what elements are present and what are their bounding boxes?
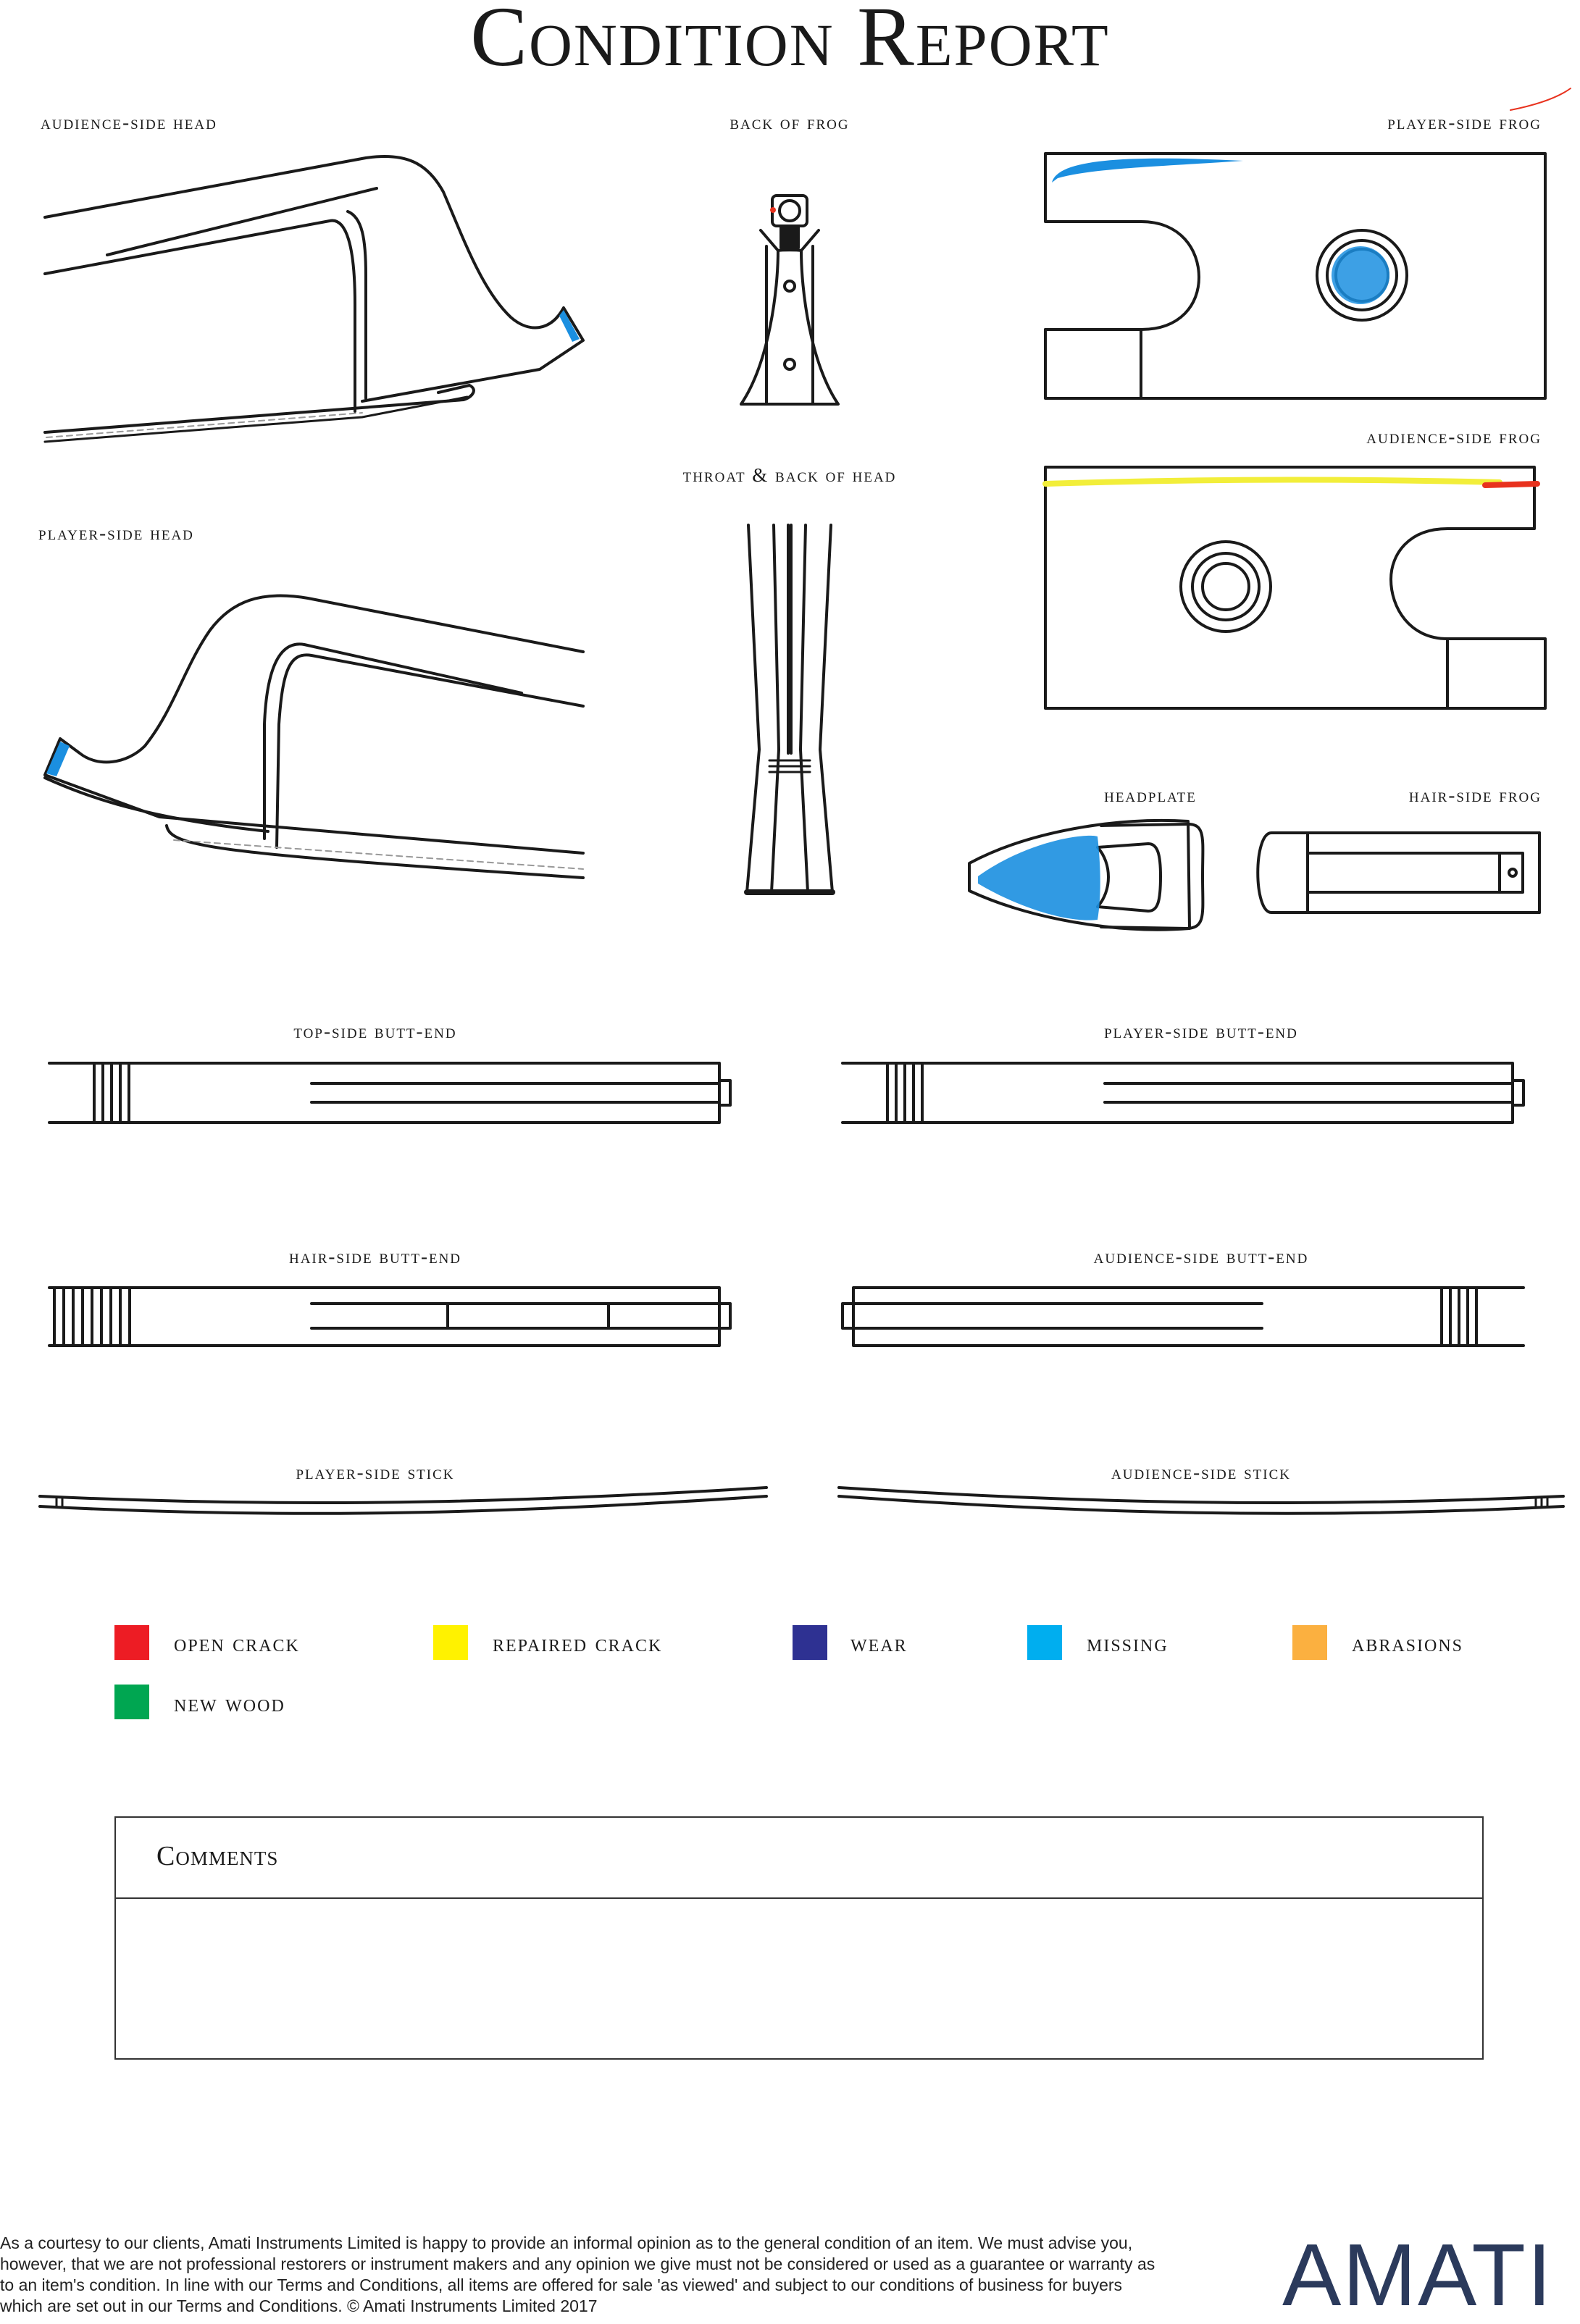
player-frog-marking: [1052, 159, 1243, 183]
label-player-side-stick: player-side stick: [296, 1461, 455, 1483]
label-top-side-butt-end: top-side butt-end: [293, 1020, 457, 1042]
label-hair-side-frog: hair-side frog: [1408, 784, 1542, 806]
label-audience-side-butt-end: audience-side butt-end: [1093, 1246, 1309, 1267]
label-audience-side-head: audience-side head: [41, 112, 217, 133]
legend-label-missing: missing: [1087, 1630, 1169, 1657]
page-title: Condition Report: [470, 0, 1110, 84]
label-headplate: headplate: [1104, 784, 1197, 806]
hair-side-butt-end-drawing: [49, 1288, 730, 1346]
legend-swatch-wear: [793, 1625, 827, 1660]
audience-side-frog-drawing: [1045, 467, 1545, 708]
audience-frog-repaired-crack: [1045, 480, 1500, 484]
legend-swatch-missing: [1027, 1625, 1062, 1660]
audience-side-stick-drawing: [839, 1488, 1563, 1514]
top-side-butt-end-drawing: [49, 1063, 730, 1123]
hair-side-frog-drawing: [1258, 833, 1539, 913]
audience-side-head-drawing: [45, 156, 583, 442]
disclaimer-text: As a courtesy to our clients, Amati Instruments Limited is happy to provide an informal opinion as to the general condition of an item. We must advise you, however, that we are not professional restorers or instrument makers and any opinion we give must not be considered or used as a guarantee or warranty as to an item's condition. In line with our Terms and Conditions, all items are offered for sale 'as viewed' and subject to our conditions of business for buyers which are set out in our Terms and Conditions. © Amati Instruments Limited 2017: [0, 2233, 1155, 2315]
legend-swatch-repaired-crack: [433, 1625, 468, 1660]
label-player-side-head: player-side head: [38, 522, 194, 544]
legend-label-repaired-crack: repaired crack: [493, 1630, 663, 1657]
audience-frog-open-crack: [1485, 484, 1537, 485]
audience-side-butt-end-drawing: [843, 1288, 1523, 1346]
legend-label-new-wood: new wood: [174, 1690, 285, 1717]
legend-label-open-crack: open crack: [174, 1630, 300, 1657]
player-side-butt-end-drawing: [843, 1063, 1523, 1123]
comments-title: Comments: [156, 1841, 279, 1871]
label-player-side-butt-end: player-side butt-end: [1104, 1020, 1298, 1042]
comments-divider: [116, 1897, 1482, 1899]
back-of-frog-drawing: [741, 196, 838, 404]
player-head-tip-marking: [46, 742, 70, 776]
label-throat-back-of-head: throat & back of head: [682, 464, 897, 486]
headplate-drawing: [969, 821, 1203, 930]
player-side-frog-drawing: [1045, 88, 1571, 398]
headplate-marking: [978, 836, 1100, 920]
player-eye-marking: [1332, 246, 1389, 304]
comments-box: [114, 1816, 1484, 2060]
comments-field[interactable]: [130, 1910, 1468, 2045]
player-side-head-drawing: [45, 596, 583, 878]
legend-label-wear: wear: [850, 1630, 908, 1657]
label-back-of-frog: back of frog: [730, 112, 850, 133]
label-player-side-frog: player-side frog: [1387, 112, 1542, 133]
legend-swatch-abrasions: [1292, 1625, 1327, 1660]
frog-back-marking: [770, 207, 776, 213]
player-side-stick-drawing: [40, 1488, 766, 1514]
legend-swatch-open-crack: [114, 1625, 149, 1660]
throat-back-of-head-drawing: [747, 525, 832, 892]
legend-swatch-new-wood: [114, 1685, 149, 1719]
label-audience-side-frog: audience-side frog: [1366, 426, 1542, 448]
label-hair-side-butt-end: hair-side butt-end: [288, 1246, 462, 1267]
amati-logo: AMATI: [1282, 2226, 1553, 2324]
label-audience-side-stick: audience-side stick: [1111, 1461, 1291, 1483]
legend-label-abrasions: abrasions: [1352, 1630, 1464, 1657]
